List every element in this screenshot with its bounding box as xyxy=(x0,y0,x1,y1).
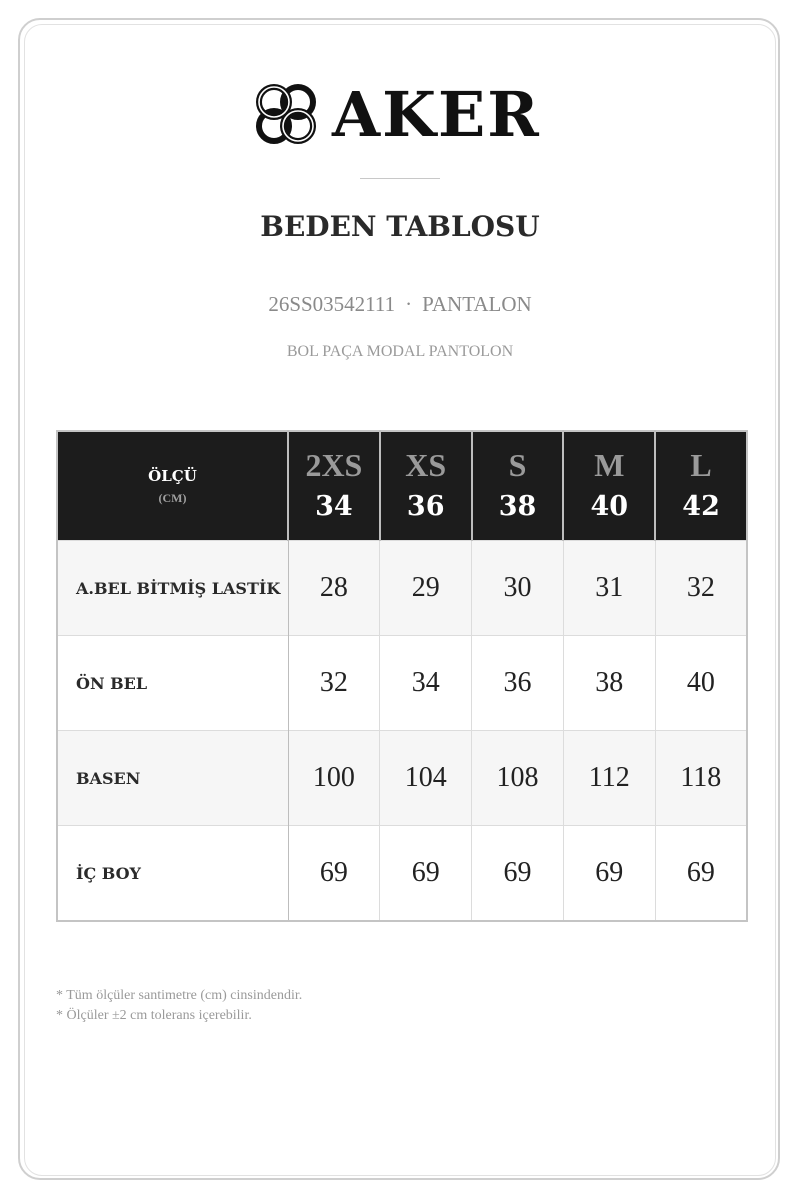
footnote: * Ölçüler ±2 cm tolerans içerebilir. xyxy=(56,1008,252,1023)
table-cell: 32 xyxy=(288,636,380,731)
table-cell: 28 xyxy=(288,541,380,636)
table-cell: 30 xyxy=(472,541,564,636)
table-cell: 69 xyxy=(288,826,380,922)
table-cell: 32 xyxy=(655,541,747,636)
title-divider xyxy=(360,178,440,179)
table-cell: 40 xyxy=(655,636,747,731)
brand-name: AKER xyxy=(332,78,541,151)
table-cell: 36 xyxy=(472,636,564,731)
size-number: 34 xyxy=(315,491,353,522)
size-number: 42 xyxy=(682,491,720,522)
size-header-cell xyxy=(288,431,380,541)
size-header-cell xyxy=(563,431,655,541)
footnotes xyxy=(56,986,302,1026)
row-label: İÇ BOY xyxy=(57,826,288,922)
page-title: BEDEN TABLOSU xyxy=(260,210,540,243)
size-number: 38 xyxy=(498,491,537,522)
table-cell: 100 xyxy=(288,731,380,826)
table-cell: 31 xyxy=(563,541,655,636)
table-cell: 69 xyxy=(655,826,747,922)
size-letter: M xyxy=(594,447,625,483)
table-cell: 69 xyxy=(380,826,472,922)
table-row xyxy=(57,826,747,922)
product-info-line xyxy=(0,292,800,317)
table-cell: 69 xyxy=(563,826,655,922)
table-cell: 104 xyxy=(380,731,472,826)
table-row xyxy=(57,636,747,731)
size-header-cell xyxy=(655,431,747,541)
table-cell: 118 xyxy=(655,731,747,826)
table-row xyxy=(57,541,747,636)
table-cell: 38 xyxy=(563,636,655,731)
size-letter: 2XS xyxy=(305,447,363,483)
row-label: ÖN BEL xyxy=(57,636,288,731)
size-header-cell xyxy=(380,431,472,541)
row-label: BASEN xyxy=(57,731,288,826)
table-row xyxy=(57,731,747,826)
brand-logo xyxy=(250,78,550,150)
size-letter: S xyxy=(508,447,527,483)
size-number: 36 xyxy=(406,491,445,522)
size-letter: L xyxy=(690,447,712,483)
size-header-row xyxy=(57,431,747,541)
brand-knot-icon xyxy=(250,78,322,150)
product-code: 26SS03542111 xyxy=(268,292,396,316)
measure-header-label: ÖLÇÜ xyxy=(148,466,197,485)
product-name: BOL PAÇA MODAL PANTOLON xyxy=(286,343,514,360)
table-cell: 29 xyxy=(380,541,472,636)
row-label: A.BEL BİTMİŞ LASTİK xyxy=(57,541,288,636)
size-header-cell xyxy=(472,431,564,541)
table-cell: 34 xyxy=(380,636,472,731)
table-cell: 69 xyxy=(472,826,564,922)
measure-header-cell xyxy=(57,431,288,541)
size-number: 40 xyxy=(590,491,629,522)
size-chart-table xyxy=(56,430,748,922)
measure-header-unit: (CM) xyxy=(158,490,187,505)
product-category: PANTALON xyxy=(422,292,532,316)
footnote: * Tüm ölçüler santimetre (cm) cinsindendir. xyxy=(56,988,303,1003)
table-cell: 112 xyxy=(563,731,655,826)
size-letter: XS xyxy=(405,447,447,483)
table-cell: 108 xyxy=(472,731,564,826)
separator-dot: · xyxy=(405,292,413,316)
